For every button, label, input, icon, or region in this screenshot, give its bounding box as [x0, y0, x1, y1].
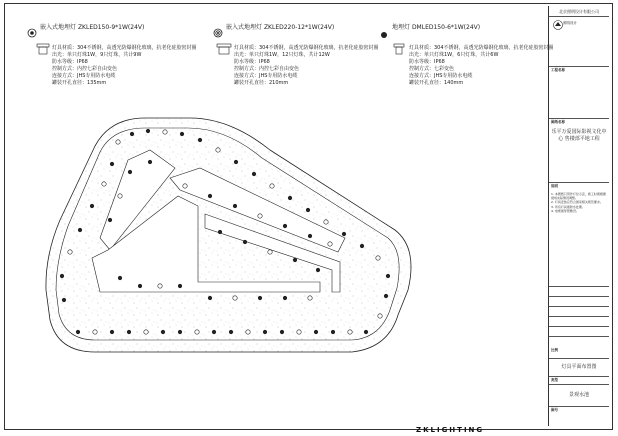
- light-marker: [198, 138, 202, 142]
- light-marker: [208, 296, 212, 300]
- light-marker: [306, 208, 310, 212]
- light-marker: [195, 330, 199, 334]
- light-marker: [178, 284, 182, 288]
- spec-2-cable: 连接方式：JHS专用防水电缆: [234, 73, 298, 79]
- light-marker: [243, 240, 247, 244]
- spec-3-hole: 罐装开孔直径：140mm: [409, 80, 464, 86]
- light-marker: [216, 148, 220, 152]
- spec-1-output: 出光：单只灯珠1W，9只灯珠，共计9W: [52, 52, 142, 58]
- light-marker: [342, 232, 346, 236]
- light-marker: [62, 298, 66, 302]
- light-marker: [258, 214, 262, 218]
- spec-2-material: 灯具材质：304不锈钢，高透光防爆钢化玻璃，抗老化硅胶密封圈: [234, 45, 379, 51]
- company-name: 照明设计: [563, 21, 577, 25]
- footer-brand: ZKLIGHTING: [416, 426, 485, 434]
- type-label: 类型: [551, 378, 558, 382]
- light-marker: [218, 230, 222, 234]
- light-marker: [283, 224, 287, 228]
- light-marker: [316, 268, 320, 272]
- fixture-spec-1-title: 嵌入式地埋灯 ZKLED150-9*1W(24V): [40, 24, 145, 31]
- light-marker: [163, 130, 167, 134]
- light-marker: [233, 296, 237, 300]
- spec-3-control: 控制方式：七彩变色: [409, 66, 455, 72]
- light-marker: [297, 330, 301, 334]
- sheet-label: 图号: [551, 408, 558, 412]
- light-marker: [108, 218, 112, 222]
- light-marker: [233, 204, 237, 208]
- light-marker: [234, 160, 238, 164]
- spec-3-cable: 连接方式：JHS专用防水电缆: [409, 73, 473, 79]
- light-marker: [384, 294, 388, 298]
- light-marker: [110, 162, 114, 166]
- light-marker: [314, 330, 318, 334]
- light-marker: [118, 194, 122, 198]
- type-value: 景观水池: [568, 392, 589, 398]
- spec-3-material: 灯具材质：304不锈钢，高透光防爆钢化玻璃，抗老化硅胶密封圈: [409, 45, 554, 51]
- spec-1-hole: 罐装开孔直径：135mm: [52, 80, 107, 86]
- light-marker: [229, 330, 233, 334]
- light-marker: [308, 234, 312, 238]
- light-marker: [93, 330, 97, 334]
- spec-1-ip: 防水等级：IP68: [52, 59, 88, 65]
- spec-2-ip: 防水等级：IP68: [234, 59, 270, 65]
- light-marker: [68, 250, 72, 254]
- light-marker: [183, 184, 187, 188]
- light-marker: [78, 228, 82, 232]
- light-marker: [258, 296, 262, 300]
- light-marker: [376, 256, 380, 260]
- drawing-label: 图纸名称: [551, 120, 565, 124]
- note-2: 2. 灯具安装应符合国家相关规范要求。: [551, 200, 603, 205]
- light-marker: [60, 274, 64, 278]
- spec-1-material: 灯具材质：304不锈钢，高透光防爆钢化玻璃，抗老化硅胶密封圈: [52, 45, 197, 51]
- light-marker: [293, 258, 297, 262]
- light-marker: [130, 132, 134, 136]
- note-4: 4. 电缆须穿管敷设。: [551, 208, 579, 213]
- light-marker: [364, 330, 368, 334]
- notes-label: 说明: [551, 184, 558, 188]
- light-marker: [128, 170, 132, 174]
- light-marker: [288, 196, 292, 200]
- light-marker: [138, 284, 142, 288]
- project-label: 工程名称: [551, 68, 565, 72]
- light-marker: [270, 184, 274, 188]
- light-marker: [246, 330, 250, 334]
- light-marker: [116, 140, 120, 144]
- light-marker: [280, 330, 284, 334]
- light-marker: [308, 296, 312, 300]
- company-logo-icon: [553, 20, 563, 32]
- light-marker: [90, 204, 94, 208]
- light-marker: [144, 330, 148, 334]
- light-marker: [102, 182, 106, 186]
- light-marker: [161, 330, 165, 334]
- light-marker: [268, 250, 272, 254]
- notes-list: [551, 192, 607, 213]
- light-marker: [148, 160, 152, 164]
- light-marker: [331, 330, 335, 334]
- project-name: 乐平万爱国际影视文化中心 售楼部平地工程: [551, 129, 607, 142]
- drawing-name: 灯具平面布置图: [561, 364, 597, 370]
- light-marker: [76, 330, 80, 334]
- light-marker: [328, 242, 332, 246]
- light-marker: [324, 220, 328, 224]
- title-block-header: 北京照明设计有限公司: [559, 9, 599, 14]
- fixture-spec-2-title: 嵌入式地埋灯 ZKLED220-12*1W(24V): [226, 24, 335, 31]
- light-marker: [178, 330, 182, 334]
- note-3: 3. 所有灯具须防水处理。: [551, 204, 585, 209]
- spec-2-output: 出光：单只灯珠1W，12只灯珠，共计12W: [234, 52, 330, 58]
- light-marker: [146, 129, 150, 133]
- light-marker: [283, 296, 287, 300]
- light-marker: [348, 330, 352, 334]
- note-1: 1. 本图纸只用作灯位示意，施工时须根据现场实际情况调整。: [551, 192, 606, 201]
- light-marker: [378, 314, 382, 318]
- light-marker: [212, 330, 216, 334]
- spec-1-control: 控制方式：内控七彩自由变色: [52, 66, 118, 72]
- light-marker: [127, 330, 131, 334]
- light-marker: [110, 330, 114, 334]
- scale-label: 比例: [551, 348, 558, 352]
- light-marker: [252, 172, 256, 176]
- fixture-spec-3-title: 地埋灯 DMLED150-6*1W(24V): [392, 24, 481, 31]
- spec-2-hole: 罐装开孔直径：210mm: [234, 80, 289, 86]
- light-marker: [118, 276, 122, 280]
- light-marker: [180, 132, 184, 136]
- light-marker: [208, 194, 212, 198]
- spec-3-ip: 防水等级：IP68: [409, 59, 445, 65]
- spec-2-control: 控制方式：内控七彩自由变色: [234, 66, 300, 72]
- title-block: [548, 6, 609, 426]
- spec-1-cable: 连接方式：JHS专用防水电缆: [52, 73, 116, 79]
- spec-3-output: 出光：单只灯珠1W，6只灯珠，共计6W: [409, 52, 499, 58]
- light-marker: [360, 244, 364, 248]
- light-marker: [263, 330, 267, 334]
- light-marker: [158, 284, 162, 288]
- light-marker: [386, 274, 390, 278]
